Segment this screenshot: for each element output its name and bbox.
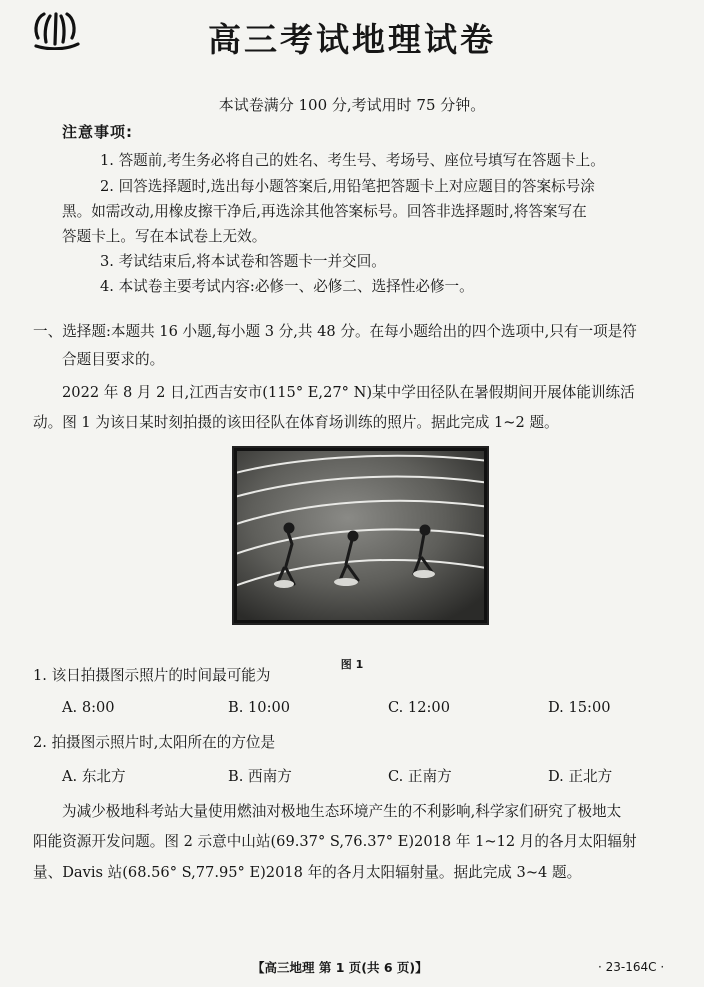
- question-1-option-d: D. 15:00: [548, 699, 611, 716]
- question-1-stem: 1. 该日拍摄图示照片的时间最可能为: [33, 667, 271, 684]
- intro-text: 动。图 1 为该日某时刻拍摄的该田径队在体育场训练的照片。据此完成 1~2 题。: [33, 414, 559, 431]
- notice-line: 1. 答题前,考生务必将自己的姓名、考生号、考场号、座位号填写在答题卡上。: [100, 152, 605, 169]
- question-2-stem: 2. 拍摄图示照片时,太阳所在的方位是: [33, 734, 276, 751]
- question-1-option-c: C. 12:00: [388, 699, 450, 716]
- question-2-option-d: D. 正北方: [548, 768, 613, 785]
- exam-code: · 23-164C ·: [598, 960, 665, 974]
- notice-line: 2. 回答选择题时,选出每小题答案后,用铅笔把答题卡上对应题目的答案标号涂: [100, 178, 595, 195]
- passage-text: 量、Davis 站(68.56° S,77.95° E)2018 年的各月太阳辐射量。据此完成 3~4 题。: [33, 864, 582, 881]
- question-1-option-b: B. 10:00: [228, 699, 291, 716]
- track-photo-image: [234, 448, 487, 623]
- page-footer: 【高三地理 第 1 页(共 6 页)】: [252, 960, 428, 975]
- intro-text: 2022 年 8 月 2 日,江西吉安市(115° E,27° N)某中学田径队在暑假期间开展体能训练活: [62, 384, 635, 401]
- notice-line: 黑。如需改动,用橡皮擦干净后,再选涂其他答案标号。回答非选择题时,将答案写在: [62, 203, 587, 220]
- notice-line: 答题卡上。写在本试卷上无效。: [62, 228, 267, 245]
- passage-text: 阳能资源开发问题。图 2 示意中山站(69.37° S,76.37° E)2018 年 1~12 月的各月太阳辐射: [33, 833, 637, 850]
- section-heading-cont: 合题目要求的。: [62, 351, 165, 368]
- page-title: 高三考试地理试卷: [208, 20, 496, 59]
- question-1-option-a: A. 8:00: [62, 699, 115, 716]
- notice-line: 3. 考试结束后,将本试卷和答题卡一并交回。: [100, 253, 386, 270]
- notice-heading: 注意事项:: [62, 123, 133, 141]
- notice-line: 4. 本试卷主要考试内容:必修一、必修二、选择性必修一。: [100, 278, 474, 295]
- question-2-option-a: A. 东北方: [62, 768, 126, 785]
- section-heading: 一、选择题:本题共 16 小题,每小题 3 分,共 48 分。在每小题给出的四个选项中,只有一项是符: [33, 323, 637, 340]
- question-2-option-b: B. 西南方: [228, 768, 292, 785]
- figure-1-caption: 图 1: [340, 658, 364, 671]
- passage-text: 为减少极地科考站大量使用燃油对极地生态环境产生的不利影响,科学家们研究了极地太: [62, 803, 622, 820]
- question-2-option-c: C. 正南方: [388, 768, 452, 785]
- figure-1-photo: [232, 446, 489, 625]
- exam-info: 本试卷满分 100 分,考试用时 75 分钟。: [218, 96, 486, 114]
